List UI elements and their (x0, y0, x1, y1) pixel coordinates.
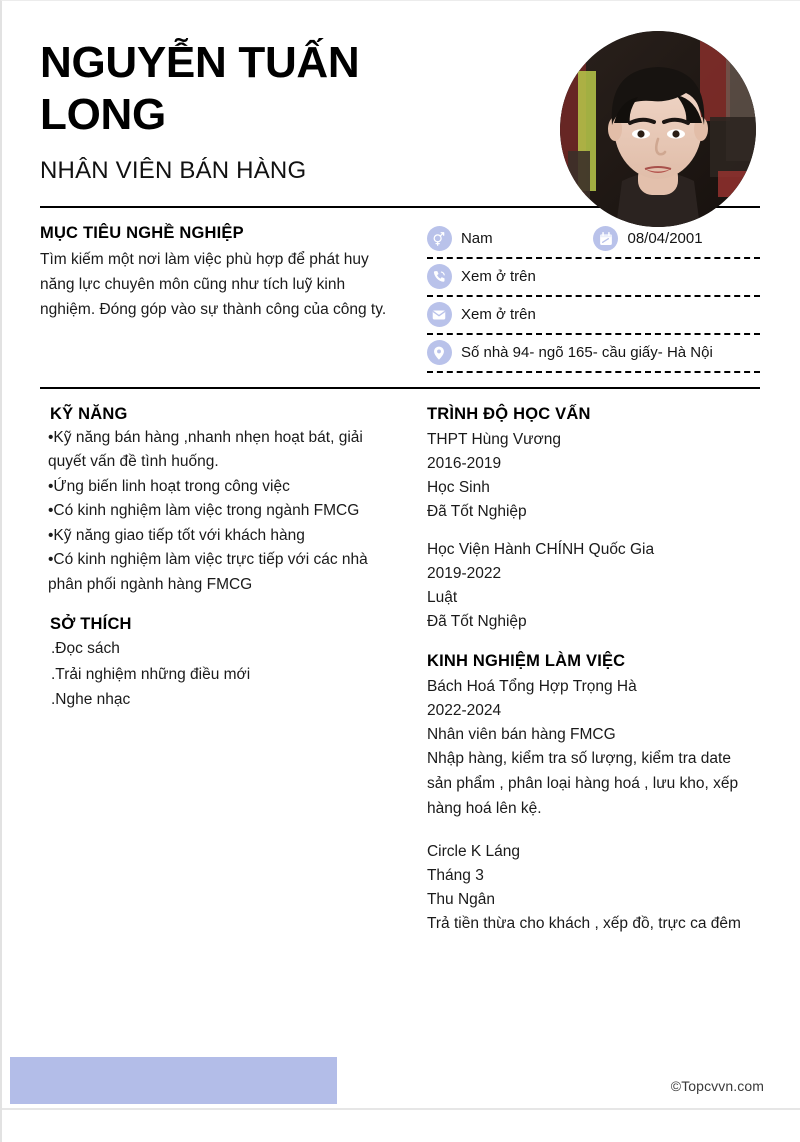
objective-title: MỤC TIÊU NGHỀ NGHIỆP (40, 224, 244, 242)
list-item: •Kỹ năng giao tiếp tốt với khách hàng (48, 526, 305, 544)
skills-title: KỸ NĂNG (50, 405, 128, 423)
contact-address (427, 340, 713, 365)
education-status: Đã Tốt Nghiệp (426, 613, 527, 631)
experience-entry (427, 675, 760, 821)
avatar (560, 31, 756, 227)
contact-address-value: Số nhà 94- ngõ 165- cầu giấy- Hà Nội (460, 344, 713, 361)
email-icon (427, 302, 452, 327)
calendar-icon (593, 226, 618, 251)
objective-contact-row (2, 208, 800, 373)
education-entry (427, 428, 760, 524)
contact-grid (427, 226, 760, 373)
contact-email (427, 302, 536, 327)
education-status: Đã Tốt Nghiệp (426, 503, 527, 521)
footer-accent-bar (10, 1057, 337, 1104)
list-item: •Kỹ năng bán hàng ,nhanh nhẹn hoạt bát, giải quyết vấn đề tình huống. (48, 429, 363, 471)
hobbies-list (48, 636, 399, 711)
list-item: .Nghe nhạc (51, 690, 131, 708)
education-period: 2016-2019 (426, 455, 502, 473)
contact-birthday-value: 08/04/2001 (627, 230, 703, 247)
right-column (417, 405, 760, 936)
experience-role: Nhân viên bán hàng FMCG (426, 726, 616, 744)
experience-period: 2022-2024 (426, 702, 502, 720)
contact-row (427, 335, 760, 373)
header-text-block (40, 31, 400, 185)
phone-icon (427, 264, 452, 289)
education-entry (427, 538, 760, 634)
education-period: 2019-2022 (426, 565, 502, 583)
page-bottom-edge (2, 1108, 800, 1110)
page-title: NGUYỄN TUẤN LONG (40, 38, 360, 139)
education-role: Học Sinh (426, 479, 490, 497)
experience-company: Circle K Láng (426, 842, 521, 860)
gender-icon (427, 226, 452, 251)
experience-company: Bách Hoá Tổng Hợp Trọng Hà (426, 678, 637, 696)
cv-header (2, 1, 800, 206)
experience-title: KINH NGHIỆM LÀM VIỆC (426, 652, 626, 671)
list-item: •Có kinh nghiệm làm việc trực tiếp với các nhà phân phối ngành hàng FMCG (48, 551, 368, 593)
contact-phone-value: Xem ở trên (460, 268, 536, 285)
objective-section (40, 224, 417, 373)
education-role: Luật (426, 589, 458, 607)
skills-section (40, 405, 399, 597)
contact-gender (427, 226, 594, 251)
education-school: Học Viện Hành CHÍNH Quốc Gia (426, 541, 655, 559)
contact-birthday (593, 226, 760, 251)
contact-row (427, 297, 760, 335)
job-title: NHÂN VIÊN BÁN HÀNG (40, 156, 307, 184)
contact-phone (427, 264, 536, 289)
list-item: •Có kinh nghiệm làm việc trong ngành FMCG (48, 502, 360, 520)
list-item: •Ứng biến linh hoạt trong công việc (48, 477, 290, 495)
education-school: THPT Hùng Vương (426, 431, 561, 448)
list-item: .Đọc sách (51, 640, 120, 658)
main-columns (2, 389, 800, 936)
experience-section (427, 652, 760, 936)
experience-description: Nhập hàng, kiểm tra số lượng, kiểm tra date sản phẩm , phân loại hàng hoá , lưu kho, xếp hàng hoá lên kệ. (426, 750, 739, 817)
objective-text: Tìm kiếm một nơi làm việc phù hợp để phát huy năng lực chuyên môn cũng như tích luỹ kinh nghiệm. Đóng góp vào sự thành công của công ty. (40, 251, 387, 319)
footer-credit: ©Topcvvn.com (670, 1078, 764, 1094)
contact-row (427, 226, 760, 259)
experience-period: Tháng 3 (426, 866, 484, 884)
contact-section (417, 224, 760, 373)
experience-role: Thu Ngân (426, 890, 496, 908)
contact-email-value: Xem ở trên (460, 306, 536, 323)
skills-list (48, 426, 399, 597)
contact-row (427, 259, 760, 297)
portrait-photo-icon (560, 31, 756, 227)
experience-entry (427, 840, 760, 937)
education-section (427, 405, 760, 634)
hobbies-title: SỞ THÍCH (50, 615, 132, 634)
contact-gender-value: Nam (460, 230, 493, 247)
left-column (40, 405, 417, 936)
list-item: .Trải nghiệm những điều mới (51, 665, 251, 683)
experience-description: Trả tiền thừa cho khách , xếp đồ, trực ca đêm (426, 914, 741, 932)
hobbies-section (40, 615, 399, 711)
location-icon (427, 340, 452, 365)
education-title: TRÌNH ĐỘ HỌC VẤN (426, 405, 591, 423)
